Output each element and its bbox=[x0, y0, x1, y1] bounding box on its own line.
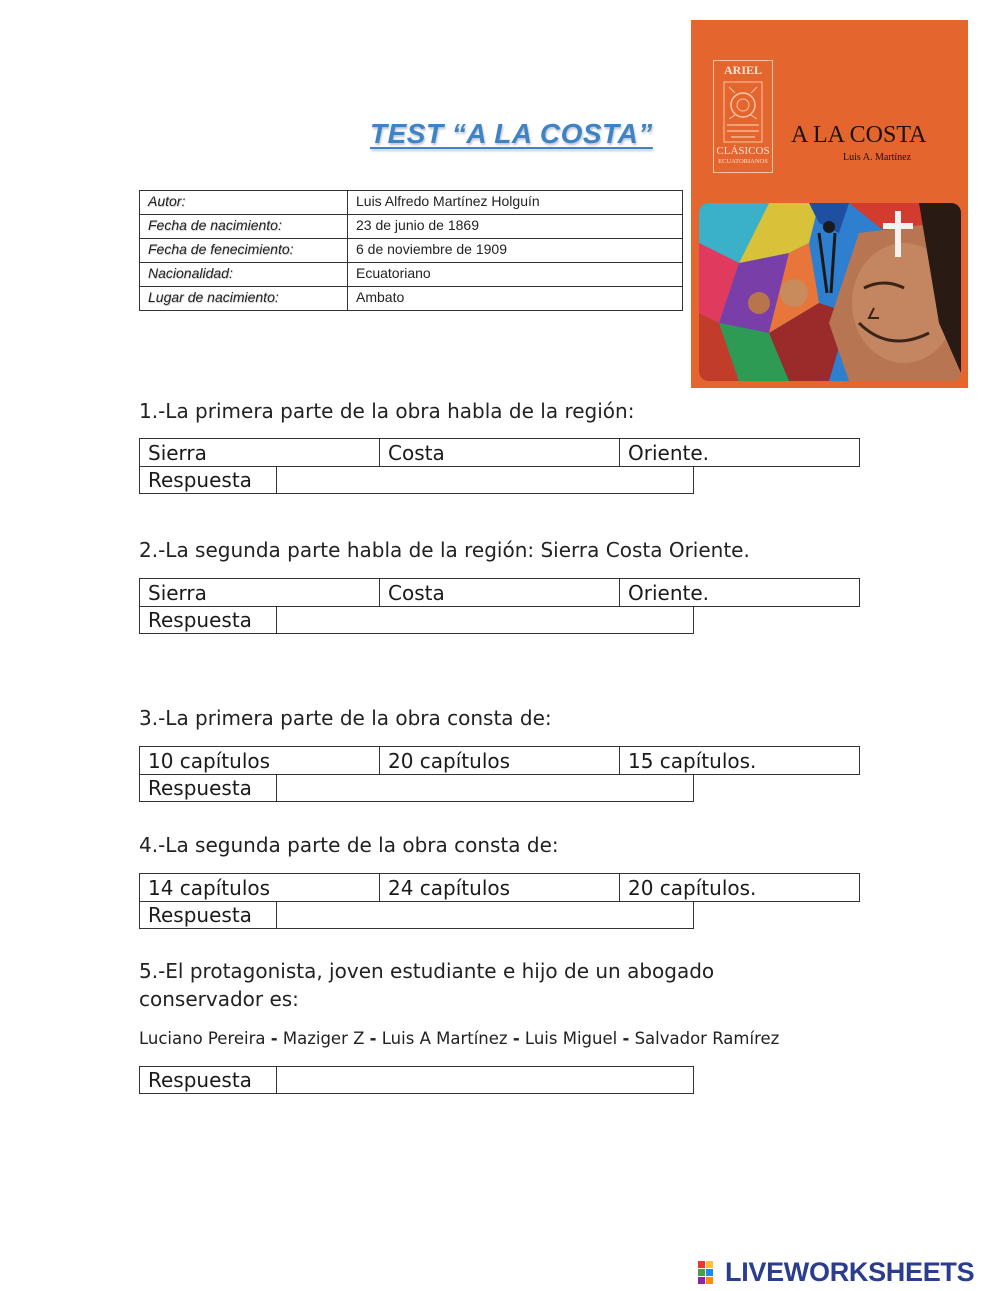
question-1-answer-row bbox=[139, 466, 694, 494]
liveworksheets-logo-icon bbox=[697, 1260, 723, 1286]
answer-label: Respuesta bbox=[139, 1066, 277, 1094]
question-4-answer-row bbox=[139, 901, 694, 929]
liveworksheets-watermark bbox=[697, 1257, 974, 1288]
question-3-answer-input[interactable] bbox=[277, 774, 694, 802]
choice-separator: - bbox=[270, 1029, 278, 1048]
info-row-death-date bbox=[140, 239, 683, 263]
question-5-choices bbox=[139, 1029, 779, 1048]
option-cell: Sierra bbox=[140, 579, 380, 607]
option-cell: 14 capítulos bbox=[140, 874, 380, 902]
answer-label: Respuesta bbox=[139, 901, 277, 929]
info-row-birth-date bbox=[140, 215, 683, 239]
option-cell: 15 capítulos. bbox=[620, 747, 860, 775]
answer-label: Respuesta bbox=[139, 466, 277, 494]
info-value: 23 de junio de 1869 bbox=[348, 215, 683, 239]
info-label: Autor: bbox=[140, 191, 348, 215]
question-4-answer-input[interactable] bbox=[277, 901, 694, 929]
question-2-answer-row bbox=[139, 606, 694, 634]
book-cover-image bbox=[691, 20, 968, 388]
option-cell: 20 capítulos bbox=[380, 747, 620, 775]
info-row-nationality bbox=[140, 263, 683, 287]
option-cell: Sierra bbox=[140, 439, 380, 467]
question-3-text: 3.-La primera parte de la obra consta de: bbox=[139, 706, 552, 730]
page-title: TEST “A LA COSTA” bbox=[370, 118, 653, 149]
option-cell: Costa bbox=[380, 579, 620, 607]
option-cell: 10 capítulos bbox=[140, 747, 380, 775]
option-cell: 20 capítulos. bbox=[620, 874, 860, 902]
info-value: 6 de noviembre de 1909 bbox=[348, 239, 683, 263]
answer-label: Respuesta bbox=[139, 774, 277, 802]
publisher-logo bbox=[713, 60, 773, 173]
info-row-author bbox=[140, 191, 683, 215]
info-row-birthplace bbox=[140, 287, 683, 311]
question-2-options bbox=[139, 578, 860, 607]
choice-separator: - bbox=[622, 1029, 630, 1048]
publisher-name: ARIEL bbox=[723, 63, 762, 77]
option-cell: 24 capítulos bbox=[380, 874, 620, 902]
choice-text: Luis A Martínez bbox=[381, 1029, 508, 1048]
info-label: Nacionalidad: bbox=[140, 263, 348, 287]
choice-text: Luis Miguel bbox=[524, 1029, 618, 1048]
question-2-answer-input[interactable] bbox=[277, 606, 694, 634]
choice-text: Salvador Ramírez bbox=[634, 1029, 780, 1048]
cover-title: A LA COSTA bbox=[791, 122, 927, 148]
question-5-line-1: 5.-El protagonista, joven estudiante e hijo de un abogado bbox=[139, 959, 715, 983]
question-5-text bbox=[139, 957, 714, 1013]
question-1-options bbox=[139, 438, 860, 467]
choice-separator: - bbox=[369, 1029, 377, 1048]
question-1-text: 1.-La primera parte de la obra habla de la región: bbox=[139, 399, 635, 423]
info-value: Ambato bbox=[348, 287, 683, 311]
cover-art-icon bbox=[699, 203, 961, 381]
question-4-options bbox=[139, 873, 860, 902]
aztec-ornament-icon bbox=[723, 81, 763, 143]
option-cell: Oriente. bbox=[620, 439, 860, 467]
question-5-answer-input[interactable] bbox=[277, 1066, 694, 1094]
info-label: Lugar de nacimiento: bbox=[140, 287, 348, 311]
choice-text: Maziger Z bbox=[282, 1029, 365, 1048]
info-value: Ecuatoriano bbox=[348, 263, 683, 287]
series-name: CLÁSICOS ECUATORIANOS bbox=[716, 145, 770, 165]
question-5-answer-row bbox=[139, 1066, 694, 1094]
choice-separator: - bbox=[512, 1029, 520, 1048]
question-4-text: 4.-La segunda parte de la obra consta de: bbox=[139, 833, 559, 857]
watermark-brand: LIVEWORKSHEETS bbox=[725, 1257, 975, 1287]
option-cell: Oriente. bbox=[620, 579, 860, 607]
answer-label: Respuesta bbox=[139, 606, 277, 634]
info-label: Fecha de nacimiento: bbox=[140, 215, 348, 239]
info-label: Fecha de fenecimiento: bbox=[140, 239, 348, 263]
cover-author: Luis A. Martínez bbox=[843, 152, 912, 163]
author-info-table bbox=[139, 190, 683, 311]
option-cell: Costa bbox=[380, 439, 620, 467]
question-3-options bbox=[139, 746, 860, 775]
cover-illustration bbox=[699, 203, 961, 381]
question-5-line-2: conservador es: bbox=[139, 987, 299, 1011]
question-1-answer-input[interactable] bbox=[277, 466, 694, 494]
question-3-answer-row bbox=[139, 774, 694, 802]
question-2-text: 2.-La segunda parte habla de la región: Sierra Costa Oriente. bbox=[139, 538, 750, 562]
info-value: Luis Alfredo Martínez Holguín bbox=[348, 191, 683, 215]
choice-text: Luciano Pereira bbox=[139, 1029, 266, 1048]
